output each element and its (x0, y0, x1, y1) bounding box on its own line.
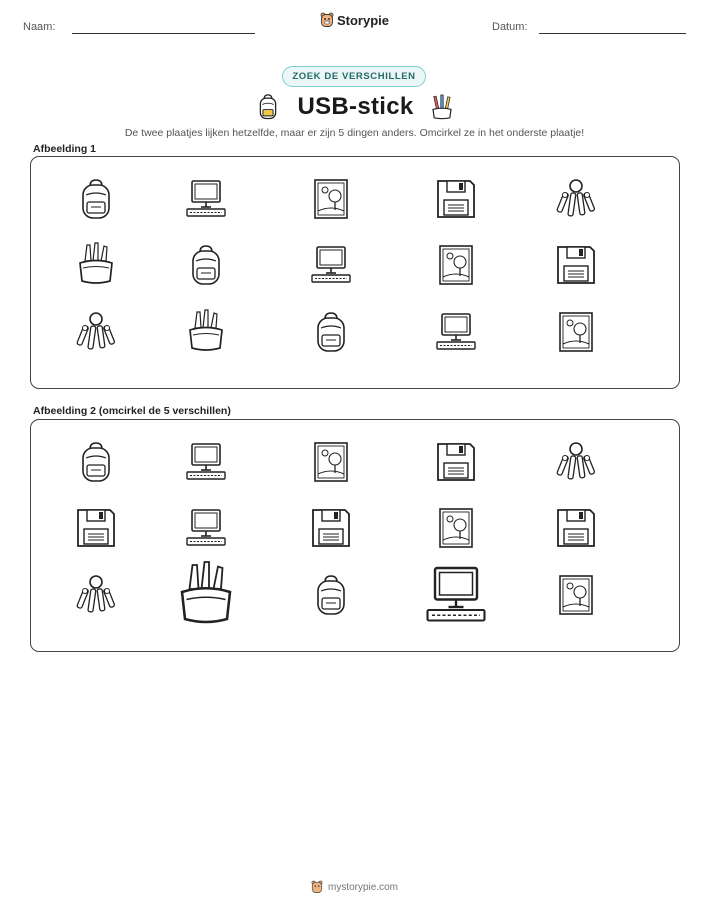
picture-icon (309, 177, 353, 221)
floppy-icon (309, 506, 353, 550)
date-field[interactable] (539, 33, 686, 34)
backpack-icon (74, 440, 118, 484)
panel-2-computer-item[interactable] (423, 562, 489, 628)
pencilcase-icon (184, 310, 228, 354)
computer-icon (184, 177, 228, 221)
panel-2-computer-item[interactable] (184, 506, 228, 550)
floppy-icon (434, 177, 478, 221)
storypie-mascot-icon (311, 880, 323, 894)
computer-icon (309, 243, 353, 287)
footer-url[interactable]: mystorypie.com (327, 881, 398, 893)
page-title: USB-stick (297, 93, 414, 120)
panel-1-floppy-item (434, 177, 478, 221)
panel-1-picture-item (434, 243, 478, 287)
panel-2-picture-item[interactable] (434, 506, 478, 550)
activity-badge: ZOEK DE VERSCHILLEN (282, 66, 426, 87)
footer (0, 880, 709, 894)
name-field[interactable] (72, 33, 255, 34)
backpack-icon (309, 310, 353, 354)
picture-icon (309, 440, 353, 484)
pencilcase-icon (74, 243, 118, 287)
backpack-icon (309, 573, 353, 617)
panel-1-keys-item (74, 310, 118, 354)
panel-1-pencilcase-item (74, 243, 118, 287)
panel-2-pencilcase-item[interactable] (173, 562, 239, 628)
panel-1-picture-item (309, 177, 353, 221)
panel-2-backpack-item[interactable] (74, 440, 118, 484)
panel-1-keys-item (554, 177, 598, 221)
floppy-icon (434, 440, 478, 484)
panel-2-computer-item[interactable] (184, 440, 228, 484)
floppy-icon (554, 506, 598, 550)
date-label: Datum: (492, 21, 528, 33)
computer-icon (423, 562, 489, 628)
title-row (0, 93, 709, 121)
picture-icon (434, 243, 478, 287)
panel-1-backpack-item (74, 177, 118, 221)
panel-1-picture-item (554, 310, 598, 354)
pencil-case-icon (430, 93, 454, 121)
backpack-icon (255, 93, 281, 121)
computer-icon (184, 506, 228, 550)
pencilcase-icon (173, 562, 239, 628)
panel-1-computer-item (434, 310, 478, 354)
panel-2-floppy-item[interactable] (554, 506, 598, 550)
backpack-icon (184, 243, 228, 287)
instructions-text: De twee plaatjes lijken hetzelfde, maar er zijn 5 dingen anders. Omcirkel ze in het onderste plaatje! (124, 127, 585, 139)
computer-icon (184, 440, 228, 484)
panel-2-floppy-item[interactable] (434, 440, 478, 484)
backpack-icon (74, 177, 118, 221)
panel-2-keys-item[interactable] (554, 440, 598, 484)
computer-icon (434, 310, 478, 354)
keys-icon (74, 573, 118, 617)
panel-2-picture-item[interactable] (309, 440, 353, 484)
picture-panel-1 (30, 156, 680, 389)
panel-2-floppy-item[interactable] (74, 506, 118, 550)
panel-2-keys-item[interactable] (74, 573, 118, 617)
panel-2-floppy-item[interactable] (309, 506, 353, 550)
logo-text: Storypie (336, 12, 389, 28)
panel-1-computer-item (309, 243, 353, 287)
panel-2-label: Afbeelding 2 (omcirkel de 5 verschillen) (33, 405, 231, 417)
panel-1-computer-item (184, 177, 228, 221)
floppy-icon (74, 506, 118, 550)
panel-1-backpack-item (309, 310, 353, 354)
keys-icon (554, 440, 598, 484)
panel-1-label: Afbeelding 1 (33, 143, 97, 155)
storypie-logo (0, 12, 709, 28)
picture-icon (434, 506, 478, 550)
keys-icon (74, 310, 118, 354)
floppy-icon (554, 243, 598, 287)
picture-icon (554, 573, 598, 617)
keys-icon (554, 177, 598, 221)
panel-1-floppy-item (554, 243, 598, 287)
picture-icon (554, 310, 598, 354)
panel-2-backpack-item[interactable] (309, 573, 353, 617)
name-label: Naam: (23, 21, 56, 33)
panel-1-backpack-item (184, 243, 228, 287)
panel-2-picture-item[interactable] (554, 573, 598, 617)
picture-panel-2[interactable] (30, 419, 680, 652)
panel-1-pencilcase-item (184, 310, 228, 354)
storypie-mascot-icon (320, 12, 334, 28)
